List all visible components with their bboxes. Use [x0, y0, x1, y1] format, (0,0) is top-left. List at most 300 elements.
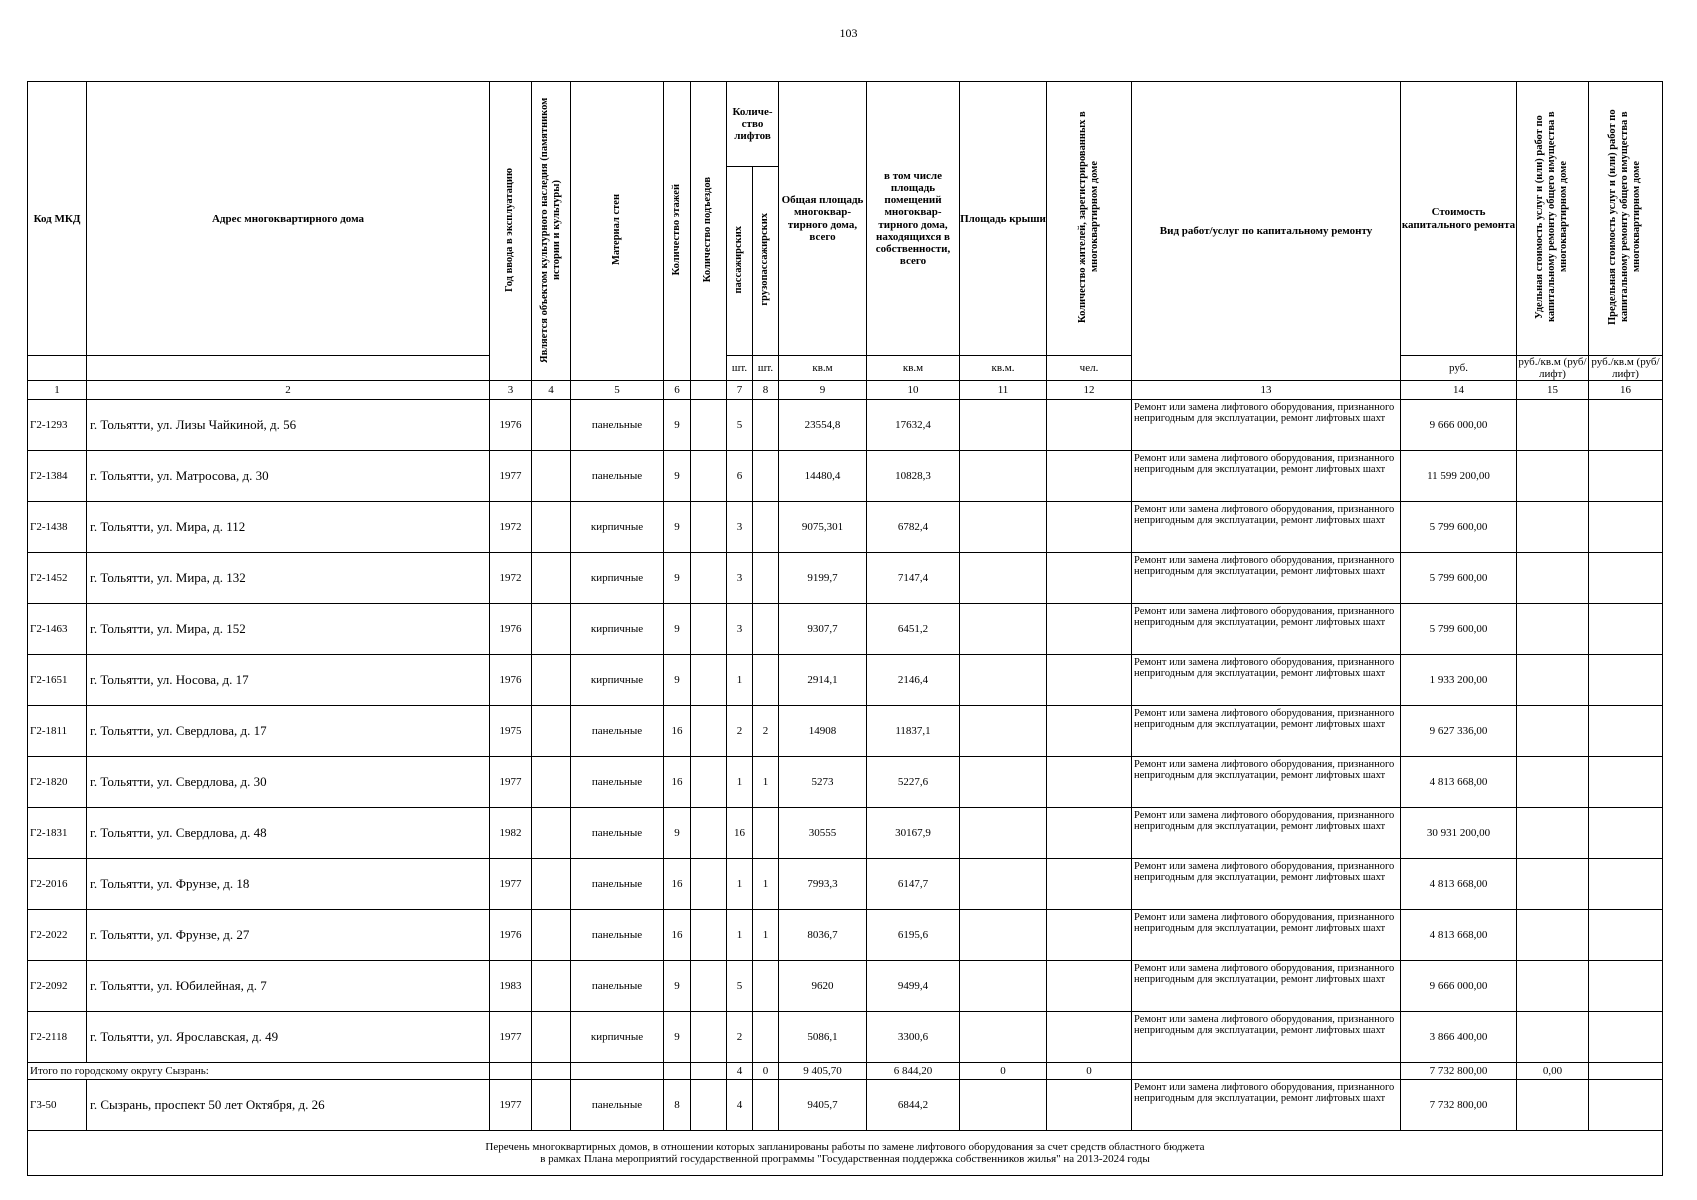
cell-roof-area — [960, 859, 1047, 910]
cell-floors: 9 — [664, 1012, 691, 1063]
cell-total-area: 5273 — [779, 757, 867, 808]
cell-total-area: 9405,7 — [779, 1080, 867, 1131]
column-number-empty — [691, 381, 727, 400]
cell-work-type: Ремонт или замена лифтового оборудования, признанного непригодным для эксплуатации, ремонт лифтовых шахт — [1132, 400, 1401, 451]
cell-total-area: 5086,1 — [779, 1012, 867, 1063]
cell-year: 1972 — [490, 502, 532, 553]
cell-passenger: 3 — [727, 604, 753, 655]
cell-year: 1977 — [490, 1012, 532, 1063]
table-row — [28, 706, 1663, 757]
cell-passenger: 1 — [727, 655, 753, 706]
cell-material: панельные — [571, 859, 664, 910]
cell-entrances — [691, 604, 727, 655]
cell-unit-cost — [1517, 604, 1589, 655]
cell-roof-area — [960, 706, 1047, 757]
cell-cargo — [753, 553, 779, 604]
cell-work-type: Ремонт или замена лифтового оборудования, признанного непригодным для эксплуатации, ремонт лифтовых шахт — [1132, 502, 1401, 553]
cell-passenger: 1 — [727, 859, 753, 910]
cell-limit-cost — [1589, 400, 1663, 451]
cell-roof-area — [960, 502, 1047, 553]
cell-material: кирпичные — [571, 502, 664, 553]
cell-heritage — [532, 451, 571, 502]
cell-cost: 3 866 400,00 — [1401, 1012, 1517, 1063]
header-work-type: Вид работ/услуг по капитальному ремонту — [1132, 82, 1401, 381]
cell-total-area: 14908 — [779, 706, 867, 757]
cell-passenger: 16 — [727, 808, 753, 859]
cell-heritage — [532, 1012, 571, 1063]
total-label: Итого по городскому округу Сызрань: — [28, 1063, 490, 1080]
cell-material: панельные — [571, 961, 664, 1012]
unit-unit-cost: руб./кв.м (руб/лифт) — [1518, 356, 1587, 381]
cell-code: Г2-2118 — [28, 1012, 87, 1063]
cell-limit-cost — [1589, 961, 1663, 1012]
unit-roof-area: кв.м. — [960, 356, 1047, 381]
cell-cost: 11 599 200,00 — [1401, 451, 1517, 502]
cell-address: г. Тольятти, ул. Носова, д. 17 — [87, 655, 490, 706]
cell-total-area: 23554,8 — [779, 400, 867, 451]
cell-entrances — [691, 553, 727, 604]
cell-year: 1976 — [490, 910, 532, 961]
total-cell-empty — [532, 1063, 571, 1080]
header-wall-material: Материал стен — [571, 82, 664, 381]
header-unit-cost: Удельная стоимость услуг и (или) работ по капитальному ремонту общего имущества в многоквартирном доме — [1517, 82, 1589, 356]
unit-residents: чел. — [1047, 356, 1132, 381]
cell-passenger: 5 — [727, 961, 753, 1012]
cell-heritage — [532, 910, 571, 961]
cell-code: Г2-1384 — [28, 451, 87, 502]
cell-cost: 1 933 200,00 — [1401, 655, 1517, 706]
column-number: 13 — [1132, 381, 1401, 400]
cell-cost: 30 931 200,00 — [1401, 808, 1517, 859]
cell-roof-area — [960, 451, 1047, 502]
unit-address-empty — [87, 356, 490, 381]
column-number: 3 — [490, 381, 532, 400]
cell-residents — [1047, 1080, 1132, 1131]
cell-work-type: Ремонт или замена лифтового оборудования, признанного непригодным для эксплуатации, ремонт лифтовых шахт — [1132, 1080, 1401, 1131]
cell-residents — [1047, 706, 1132, 757]
cell-unit-cost — [1517, 757, 1589, 808]
cell-year: 1976 — [490, 655, 532, 706]
cell-address: г. Тольятти, ул. Свердлова, д. 30 — [87, 757, 490, 808]
cell-code: Г2-1438 — [28, 502, 87, 553]
cell-cargo — [753, 808, 779, 859]
cell-cost: 9 627 336,00 — [1401, 706, 1517, 757]
cell-address: г. Тольятти, ул. Свердлова, д. 48 — [87, 808, 490, 859]
cell-floors: 16 — [664, 859, 691, 910]
cell-work-type: Ремонт или замена лифтового оборудования, признанного непригодным для эксплуатации, ремонт лифтовых шахт — [1132, 604, 1401, 655]
cell-owned-area: 2146,4 — [867, 655, 960, 706]
header-lifts-count: Количе-ство лифтов — [727, 82, 779, 167]
header-limit-cost: Предельная стоимость услуг и (или) работ по капитальному ремонту общего имущества в многоквартирном доме — [1589, 82, 1663, 356]
cell-code: Г2-1463 — [28, 604, 87, 655]
header-lifts-passenger: пассажирских — [727, 167, 753, 356]
cell-floors: 9 — [664, 553, 691, 604]
cell-address: г. Тольятти, ул. Мира, д. 132 — [87, 553, 490, 604]
cell-limit-cost — [1589, 757, 1663, 808]
cell-heritage — [532, 808, 571, 859]
cell-limit-cost — [1589, 502, 1663, 553]
table-row — [28, 757, 1663, 808]
unit-code-empty — [28, 356, 87, 381]
cell-work-type: Ремонт или замена лифтового оборудования, признанного непригодным для эксплуатации, ремонт лифтовых шахт — [1132, 757, 1401, 808]
caption-line-1: Перечень многоквартирных домов, в отношении которых запланированы работы по замене лифтового оборудования за счет средств областного бюджета — [485, 1141, 1205, 1154]
cell-roof-area — [960, 604, 1047, 655]
cell-owned-area: 7147,4 — [867, 553, 960, 604]
cell-address: г. Тольятти, ул. Лизы Чайкиной, д. 56 — [87, 400, 490, 451]
cell-passenger: 6 — [727, 451, 753, 502]
cell-entrances — [691, 1012, 727, 1063]
cell-heritage — [532, 604, 571, 655]
cell-entrances — [691, 859, 727, 910]
cell-heritage — [532, 553, 571, 604]
cell-code: Г2-1452 — [28, 553, 87, 604]
cell-residents — [1047, 604, 1132, 655]
column-number: 1 — [28, 381, 87, 400]
total-owned-area: 6 844,20 — [867, 1063, 960, 1080]
cell-floors: 9 — [664, 808, 691, 859]
table-body — [28, 400, 1663, 1063]
cell-heritage — [532, 655, 571, 706]
cell-residents — [1047, 553, 1132, 604]
table-row — [28, 961, 1663, 1012]
cell-roof-area — [960, 400, 1047, 451]
cell-material: панельные — [571, 400, 664, 451]
cell-unit-cost — [1517, 502, 1589, 553]
header-entrances: Количество подъездов — [691, 82, 727, 381]
cell-code: Г2-2092 — [28, 961, 87, 1012]
lift-repair-register-table — [27, 81, 1663, 1176]
header-cost: Стоимость капитального ремонта — [1401, 82, 1517, 356]
cell-roof-area — [960, 655, 1047, 706]
cell-passenger: 4 — [727, 1080, 753, 1131]
cell-unit-cost — [1517, 400, 1589, 451]
cell-entrances — [691, 808, 727, 859]
cell-code: Г2-2022 — [28, 910, 87, 961]
column-number: 10 — [867, 381, 960, 400]
cell-limit-cost — [1589, 655, 1663, 706]
cell-material: кирпичные — [571, 553, 664, 604]
cell-residents — [1047, 808, 1132, 859]
cell-year: 1976 — [490, 604, 532, 655]
header-year: Год ввода в эксплуатацию — [490, 82, 532, 381]
header-roof-area: Площадь крыши — [960, 82, 1047, 356]
total-cargo: 0 — [753, 1063, 779, 1080]
cell-cargo — [753, 451, 779, 502]
cell-unit-cost — [1517, 859, 1589, 910]
cell-address: г. Тольятти, ул. Мира, д. 112 — [87, 502, 490, 553]
cell-year: 1977 — [490, 451, 532, 502]
unit-limit-cost: руб./кв.м (руб/лифт) — [1589, 356, 1663, 381]
column-number: 14 — [1401, 381, 1517, 400]
cell-heritage — [532, 961, 571, 1012]
cell-heritage — [532, 400, 571, 451]
cell-material: панельные — [571, 706, 664, 757]
cell-work-type: Ремонт или замена лифтового оборудования, признанного непригодным для эксплуатации, ремонт лифтовых шахт — [1132, 961, 1401, 1012]
cell-residents — [1047, 400, 1132, 451]
cell-work-type: Ремонт или замена лифтового оборудования, признанного непригодным для эксплуатации, ремонт лифтовых шахт — [1132, 910, 1401, 961]
column-number: 6 — [664, 381, 691, 400]
table-row — [28, 808, 1663, 859]
total-cell-empty — [1132, 1063, 1401, 1080]
column-number: 15 — [1517, 381, 1589, 400]
column-number: 5 — [571, 381, 664, 400]
cell-entrances — [691, 451, 727, 502]
cell-unit-cost — [1517, 910, 1589, 961]
cell-roof-area — [960, 910, 1047, 961]
cell-material: панельные — [571, 451, 664, 502]
total-area: 9 405,70 — [779, 1063, 867, 1080]
table-row — [28, 451, 1663, 502]
cell-work-type: Ремонт или замена лифтового оборудования, признанного непригодным для эксплуатации, ремонт лифтовых шахт — [1132, 859, 1401, 910]
column-number: 8 — [753, 381, 779, 400]
cell-owned-area: 6844,2 — [867, 1080, 960, 1131]
cell-year: 1972 — [490, 553, 532, 604]
cell-cost: 9 666 000,00 — [1401, 961, 1517, 1012]
cell-cost: 9 666 000,00 — [1401, 400, 1517, 451]
cell-residents — [1047, 910, 1132, 961]
cell-heritage — [532, 859, 571, 910]
cell-passenger: 2 — [727, 706, 753, 757]
cell-cargo — [753, 1012, 779, 1063]
cell-material: кирпичные — [571, 655, 664, 706]
cell-work-type: Ремонт или замена лифтового оборудования, признанного непригодным для эксплуатации, ремонт лифтовых шахт — [1132, 808, 1401, 859]
table-row — [28, 1080, 1663, 1131]
cell-floors: 16 — [664, 706, 691, 757]
header-total-area: Общая площадь многоквар-тирного дома, всего — [779, 82, 867, 356]
total-cell-empty — [664, 1063, 691, 1080]
cell-roof-area — [960, 553, 1047, 604]
cell-address: г. Тольятти, ул. Юбилейная, д. 7 — [87, 961, 490, 1012]
cell-entrances — [691, 400, 727, 451]
cell-total-area: 2914,1 — [779, 655, 867, 706]
cell-material: панельные — [571, 910, 664, 961]
cell-roof-area — [960, 808, 1047, 859]
table-caption — [28, 1131, 1663, 1176]
header-lifts-cargo: грузопассажирских — [753, 167, 779, 356]
unit-pcs-cargo: шт. — [753, 356, 779, 381]
cell-cost: 5 799 600,00 — [1401, 502, 1517, 553]
cell-residents — [1047, 502, 1132, 553]
cell-material: кирпичные — [571, 604, 664, 655]
table-row — [28, 910, 1663, 961]
cell-owned-area: 6147,7 — [867, 859, 960, 910]
cell-heritage — [532, 1080, 571, 1131]
cell-limit-cost — [1589, 604, 1663, 655]
header-heritage: Является объектом культурного наследия (памятником истории и культуры) — [532, 82, 571, 381]
cell-total-area: 8036,7 — [779, 910, 867, 961]
cell-residents — [1047, 757, 1132, 808]
cell-code: Г3-50 — [28, 1080, 87, 1131]
cell-work-type: Ремонт или замена лифтового оборудования, признанного непригодным для эксплуатации, ремонт лифтовых шахт — [1132, 451, 1401, 502]
cell-total-area: 9620 — [779, 961, 867, 1012]
cell-address: г. Тольятти, ул. Матросова, д. 30 — [87, 451, 490, 502]
cell-total-area: 9075,301 — [779, 502, 867, 553]
column-number: 16 — [1589, 381, 1663, 400]
cell-limit-cost — [1589, 808, 1663, 859]
cell-address: г. Тольятти, ул. Фрунзе, д. 27 — [87, 910, 490, 961]
total-cell-empty — [691, 1063, 727, 1080]
table-row — [28, 400, 1663, 451]
table-row — [28, 1012, 1663, 1063]
cell-entrances — [691, 502, 727, 553]
cell-limit-cost — [1589, 706, 1663, 757]
total-cell-empty — [1589, 1063, 1663, 1080]
cell-material: панельные — [571, 808, 664, 859]
caption-row — [28, 1131, 1663, 1176]
cell-floors: 9 — [664, 502, 691, 553]
cell-residents — [1047, 961, 1132, 1012]
cell-work-type: Ремонт или замена лифтового оборудования, признанного непригодным для эксплуатации, ремонт лифтовых шахт — [1132, 553, 1401, 604]
cell-owned-area: 5227,6 — [867, 757, 960, 808]
cell-owned-area: 17632,4 — [867, 400, 960, 451]
table-row — [28, 502, 1663, 553]
cell-code: Г2-1651 — [28, 655, 87, 706]
cell-floors: 9 — [664, 655, 691, 706]
cell-owned-area: 6782,4 — [867, 502, 960, 553]
cell-total-area: 7993,3 — [779, 859, 867, 910]
header-residents: Количество жителей, зарегистрированных в многоквартирном доме — [1047, 82, 1132, 356]
cell-cost: 7 732 800,00 — [1401, 1080, 1517, 1131]
total-passenger: 4 — [727, 1063, 753, 1080]
cell-unit-cost — [1517, 808, 1589, 859]
cell-unit-cost — [1517, 1012, 1589, 1063]
cell-address: г. Сызрань, проспект 50 лет Октября, д. 26 — [87, 1080, 490, 1131]
cell-cargo — [753, 961, 779, 1012]
cell-entrances — [691, 655, 727, 706]
total-cost: 7 732 800,00 — [1401, 1063, 1517, 1080]
cell-heritage — [532, 757, 571, 808]
header-owned-area: в том числе площадь помещений многоквар-тирного дома, находящихся в собственности, всего — [867, 82, 960, 356]
column-number: 9 — [779, 381, 867, 400]
cell-cargo — [753, 655, 779, 706]
cell-heritage — [532, 706, 571, 757]
table-row — [28, 553, 1663, 604]
cell-material: панельные — [571, 757, 664, 808]
cell-limit-cost — [1589, 553, 1663, 604]
cell-residents — [1047, 655, 1132, 706]
total-roof-area: 0 — [960, 1063, 1047, 1080]
cell-total-area: 9307,7 — [779, 604, 867, 655]
cell-floors: 16 — [664, 910, 691, 961]
cell-passenger: 2 — [727, 1012, 753, 1063]
cell-owned-area: 6195,6 — [867, 910, 960, 961]
cell-owned-area: 3300,6 — [867, 1012, 960, 1063]
cell-limit-cost — [1589, 1012, 1663, 1063]
cell-unit-cost — [1517, 961, 1589, 1012]
cell-cargo: 2 — [753, 706, 779, 757]
cell-year: 1976 — [490, 400, 532, 451]
cell-cargo — [753, 502, 779, 553]
cell-material: кирпичные — [571, 1012, 664, 1063]
cell-year: 1982 — [490, 808, 532, 859]
cell-entrances — [691, 961, 727, 1012]
cell-work-type: Ремонт или замена лифтового оборудования, признанного непригодным для эксплуатации, ремонт лифтовых шахт — [1132, 655, 1401, 706]
cell-cargo — [753, 604, 779, 655]
column-number: 11 — [960, 381, 1047, 400]
cell-floors: 9 — [664, 961, 691, 1012]
total-residents: 0 — [1047, 1063, 1132, 1080]
cell-total-area: 30555 — [779, 808, 867, 859]
cell-unit-cost — [1517, 655, 1589, 706]
total-unit-cost: 0,00 — [1517, 1063, 1589, 1080]
header-code: Код МКД — [28, 82, 87, 356]
cell-unit-cost — [1517, 1080, 1589, 1131]
cell-cost: 4 813 668,00 — [1401, 859, 1517, 910]
cell-passenger: 5 — [727, 400, 753, 451]
cell-code: Г2-1811 — [28, 706, 87, 757]
cell-floors: 9 — [664, 451, 691, 502]
cell-entrances — [691, 1080, 727, 1131]
cell-cost: 5 799 600,00 — [1401, 604, 1517, 655]
total-row — [28, 1063, 1663, 1080]
cell-passenger: 1 — [727, 910, 753, 961]
cell-entrances — [691, 910, 727, 961]
cell-address: г. Тольятти, ул. Фрунзе, д. 18 — [87, 859, 490, 910]
cell-floors: 16 — [664, 757, 691, 808]
cell-limit-cost — [1589, 451, 1663, 502]
cell-year: 1977 — [490, 757, 532, 808]
cell-entrances — [691, 706, 727, 757]
cell-unit-cost — [1517, 451, 1589, 502]
cell-limit-cost — [1589, 859, 1663, 910]
cell-owned-area: 6451,2 — [867, 604, 960, 655]
cell-owned-area: 9499,4 — [867, 961, 960, 1012]
unit-total-area: кв.м — [779, 356, 867, 381]
cell-cargo: 1 — [753, 859, 779, 910]
cell-residents — [1047, 859, 1132, 910]
table-row — [28, 859, 1663, 910]
cell-roof-area — [960, 1012, 1047, 1063]
cell-unit-cost — [1517, 553, 1589, 604]
cell-work-type: Ремонт или замена лифтового оборудования, признанного непригодным для эксплуатации, ремонт лифтовых шахт — [1132, 706, 1401, 757]
cell-year: 1977 — [490, 859, 532, 910]
cell-total-area: 14480,4 — [779, 451, 867, 502]
cell-owned-area: 11837,1 — [867, 706, 960, 757]
cell-floors: 9 — [664, 604, 691, 655]
column-number: 7 — [727, 381, 753, 400]
header-address: Адрес многоквартирного дома — [87, 82, 490, 356]
cell-work-type: Ремонт или замена лифтового оборудования, признанного непригодным для эксплуатации, ремонт лифтовых шахт — [1132, 1012, 1401, 1063]
cell-roof-area — [960, 961, 1047, 1012]
cell-code: Г2-2016 — [28, 859, 87, 910]
column-number: 2 — [87, 381, 490, 400]
header-floors: Количество этажей — [664, 82, 691, 381]
cell-code: Г2-1831 — [28, 808, 87, 859]
cell-total-area: 9199,7 — [779, 553, 867, 604]
unit-pcs-passenger: шт. — [727, 356, 753, 381]
caption-line-2: в рамках Плана мероприятий государственной программы "Государственная поддержка собственников жилья" на 2013-2024 годы — [540, 1153, 1150, 1166]
cell-year: 1975 — [490, 706, 532, 757]
cell-roof-area — [960, 757, 1047, 808]
cell-floors: 8 — [664, 1080, 691, 1131]
cell-entrances — [691, 757, 727, 808]
cell-address: г. Тольятти, ул. Ярославская, д. 49 — [87, 1012, 490, 1063]
cell-code: Г2-1820 — [28, 757, 87, 808]
cell-year: 1977 — [490, 1080, 532, 1131]
cell-cost: 4 813 668,00 — [1401, 910, 1517, 961]
unit-cost: руб. — [1401, 356, 1517, 381]
cell-cargo — [753, 1080, 779, 1131]
column-number: 12 — [1047, 381, 1132, 400]
cell-code: Г2-1293 — [28, 400, 87, 451]
cell-cargo: 1 — [753, 910, 779, 961]
total-cell-empty — [490, 1063, 532, 1080]
cell-owned-area: 30167,9 — [867, 808, 960, 859]
total-cell-empty — [571, 1063, 664, 1080]
unit-owned-area: кв.м — [867, 356, 960, 381]
table-row — [28, 655, 1663, 706]
cell-passenger: 3 — [727, 502, 753, 553]
